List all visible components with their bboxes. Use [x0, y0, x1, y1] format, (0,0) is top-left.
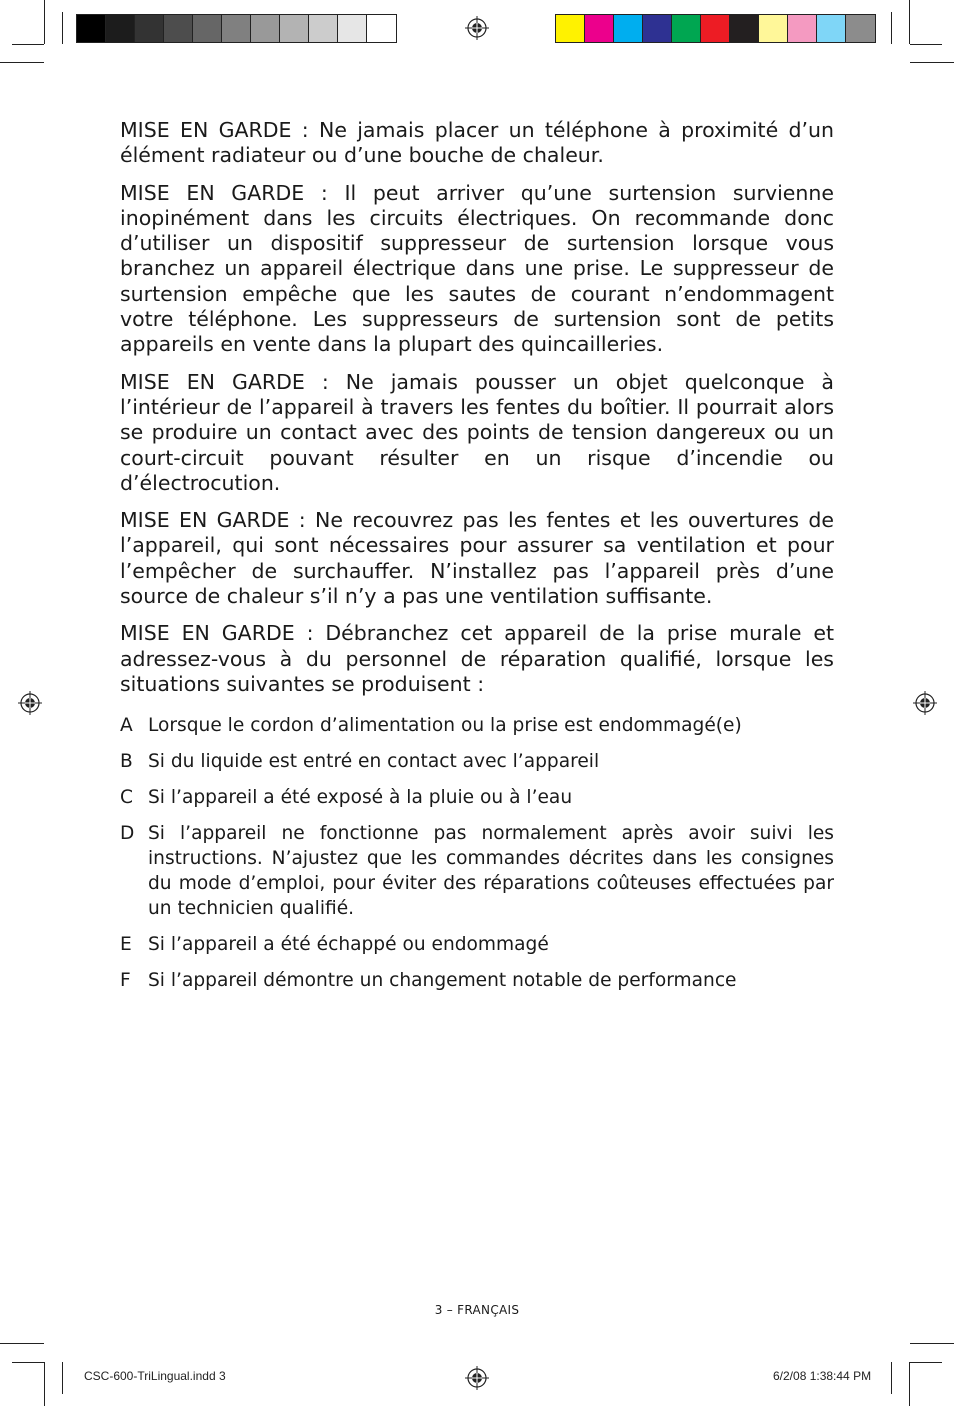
list-item — [120, 821, 834, 921]
warning-text: Ne recouvrez pas les fentes et les ouvertures de l’appareil, qui sont nécessaires pour assurer sa ventilation et pour l’empêcher de surchauffer. N’installez pas l’appareil près d’une source de chaleur s’il n’y a pas une ventilation suffisante. — [120, 508, 834, 609]
color-swatch — [585, 15, 614, 42]
color-swatch — [701, 15, 730, 42]
color-calibration-bar — [555, 14, 876, 43]
warning-text: Ne jamais placer un téléphone à proximité d’un élément radiateur ou d’une bouche de chaleur. — [120, 118, 834, 168]
gray-swatch — [251, 15, 280, 42]
gray-swatch — [164, 15, 193, 42]
gray-swatch — [309, 15, 338, 42]
slug-filename: CSC-600-TriLingual.indd 3 — [84, 1369, 226, 1383]
warning-paragraph — [120, 508, 834, 609]
gray-swatch — [77, 15, 106, 42]
gray-swatch — [106, 15, 135, 42]
warning-text: Ne jamais pousser un objet quelconque à l’intérieur de l’appareil à travers les fentes du boîtier. Il pourrait alors se produire un contact avec des points de tension dangereux ou un court-circuit pouvant résulter en un risque d’incendie ou d’électrocution. — [120, 369, 834, 495]
crop-mark-top-right-h — [910, 62, 954, 63]
crop-mark-bottom-left-h2 — [12, 1362, 44, 1363]
crop-mark-top-right-v — [909, 0, 910, 44]
gray-swatch — [367, 15, 396, 42]
crop-mark-top-left-h2 — [12, 44, 44, 45]
color-swatch — [730, 15, 759, 42]
warning-paragraph — [120, 118, 834, 169]
color-swatch — [846, 15, 875, 42]
warning-text: Il peut arriver qu’une surtension survienne inopinément dans les circuits électriques. On recommande donc d’utiliser un dispositif suppresseur de surtension lorsque vous branchez un appareil électrique dans une prise. Le suppresseur de surtension empêche que les sautes de courant n’endommagent votre téléphone. Les suppresseurs de surtension sont de petits appareils en vente dans la plupart des quincailleries. — [120, 180, 834, 357]
grayscale-calibration-bar — [76, 14, 397, 43]
color-swatch — [788, 15, 817, 42]
gray-swatch — [338, 15, 367, 42]
warning-lead: MISE EN GARDE : — [120, 118, 309, 142]
list-item-letter: A — [120, 715, 133, 737]
registration-mark-bottom-icon — [465, 1366, 489, 1390]
crop-mark-bottom-left-h — [0, 1343, 44, 1344]
crop-mark-bottom-left-v2 — [62, 1362, 63, 1394]
warning-lead: MISE EN GARDE : — [120, 369, 329, 394]
list-item-letter: E — [120, 934, 132, 956]
warning-paragraph — [120, 621, 834, 697]
list-item — [120, 932, 834, 957]
crop-mark-top-left-h — [0, 62, 44, 63]
warning-lead: MISE EN GARDE : — [120, 508, 306, 533]
list-item — [120, 785, 834, 810]
gray-swatch — [193, 15, 222, 42]
crop-mark-top-left-v — [44, 0, 45, 44]
color-swatch — [556, 15, 585, 42]
warning-lead: MISE EN GARDE : — [120, 621, 314, 646]
color-swatch — [759, 15, 788, 42]
list-item-letter: F — [120, 970, 131, 992]
list-item-letter: D — [120, 823, 135, 845]
crop-mark-top-right-h2 — [910, 44, 942, 45]
crop-mark-bottom-right-h — [910, 1343, 954, 1344]
crop-mark-bottom-left-v — [44, 1362, 45, 1406]
warning-text: Débranchez cet appareil de la prise murale et adressez-vous à du personnel de réparation qualifié, lorsque les situations suivantes se produisent : — [120, 621, 834, 696]
registration-mark-left-icon — [18, 691, 42, 715]
registration-mark-right-icon — [913, 691, 937, 715]
color-swatch — [817, 15, 846, 42]
gray-swatch — [280, 15, 309, 42]
color-swatch — [643, 15, 672, 42]
crop-mark-top-left-v2 — [62, 12, 63, 44]
warning-paragraph — [120, 181, 834, 358]
crop-mark-bottom-right-v — [909, 1362, 910, 1406]
list-item-letter: C — [120, 787, 133, 809]
color-swatch — [672, 15, 701, 42]
page-number: 3 – FRANÇAIS — [434, 1303, 520, 1317]
page-content — [120, 118, 834, 1004]
registration-mark-top-icon — [465, 16, 489, 40]
slug-timestamp: 6/2/08 1:38:44 PM — [773, 1369, 872, 1383]
list-item-text: Si du liquide est entré en contact avec l’appareil — [148, 751, 600, 773]
list-item-text: Lorsque le cordon d’alimentation ou la prise est endommagé(e) — [148, 715, 742, 737]
list-item — [120, 713, 834, 738]
list-item-text: Si l’appareil a été exposé à la pluie ou à l’eau — [148, 787, 573, 809]
crop-mark-bottom-right-h2 — [910, 1362, 942, 1363]
warning-lead: MISE EN GARDE : — [120, 180, 328, 205]
color-swatch — [614, 15, 643, 42]
warning-paragraph — [120, 370, 834, 496]
crop-mark-top-right-v2 — [891, 12, 892, 44]
gray-swatch — [222, 15, 251, 42]
list-item — [120, 968, 834, 993]
crop-mark-bottom-right-v2 — [891, 1362, 892, 1394]
list-item-text: Si l’appareil démontre un changement notable de performance — [148, 970, 737, 992]
list-item-text: Si l’appareil ne fonctionne pas normalement après avoir suivi les instructions. N’ajustez que les commandes décrites dans les consignes du mode d’emploi, pour éviter des réparations coûteuses effectuées par un technicien qualifié. — [148, 823, 834, 920]
list-item — [120, 749, 834, 774]
conditions-list — [120, 713, 834, 993]
list-item-text: Si l’appareil a été échappé ou endommagé — [148, 934, 549, 956]
list-item-letter: B — [120, 751, 133, 773]
gray-swatch — [135, 15, 164, 42]
